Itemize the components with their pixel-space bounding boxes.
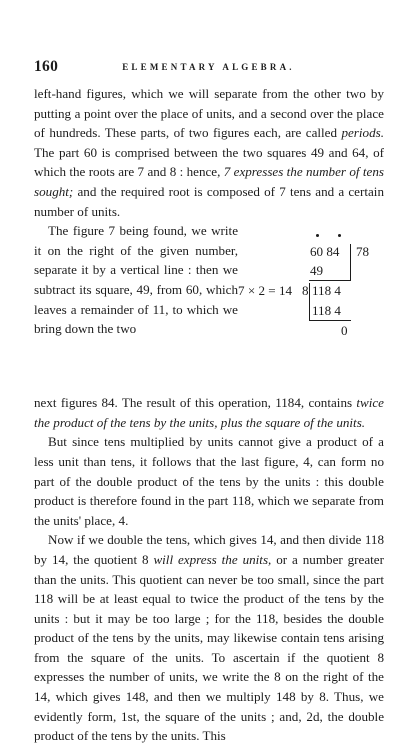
- paragraph-1-text-c: and the required root is composed of 7 tens and a certain number of units.: [34, 183, 384, 219]
- root-divider-line: [350, 244, 351, 280]
- paragraph-1-text-a: left-hand figures, which we will separate from the other two by putting a point over the place of units, and a second over the place of hundreds. These parts, of two figures each, are called: [34, 86, 384, 141]
- trial-quotient-digit: 8: [302, 283, 309, 299]
- paragraph-4-text-b: or a number greater than the units. This quotient can never be too small, since the part 118 will be at least equal to twice the product of the tens by the units : but it may be too large ; for the 118, besides the double product of the tens by the units, may likewise contain tens arising from the square of the units. To ascertain if the quotient 8 expresses the number of units, we write the 8 on the right of the 14, which gives 148, and then we multiply 148 by 8. Thus, we evidently form, 1st, the square of the units ; and, 2d, the double product of the tens by the units. This: [34, 551, 384, 744]
- page-header: [34, 58, 383, 78]
- paragraph-1: [34, 84, 384, 221]
- period-dot-hundreds: [316, 234, 319, 237]
- page-number: 160: [34, 58, 59, 75]
- final-remainder: 0: [341, 323, 348, 339]
- paragraph-2-continued: [34, 393, 384, 432]
- product-1184: 118 4: [312, 303, 341, 319]
- square-root-calculation: [238, 221, 384, 393]
- root-digits: 78: [356, 244, 370, 260]
- period-dot-units: [338, 234, 341, 237]
- trial-divisor: 7 × 2 = 14: [238, 283, 293, 299]
- emphasis-express-units: will express the units,: [153, 551, 272, 567]
- paragraph-2-left-text: The figure 7 being found, we write it on the right of the given number, separate it by a vertical line : then we subtract its square, 49, from 60, which leaves a remainder of 11, to which we bring down the two: [34, 223, 238, 337]
- paragraph-1-text-b: The part 60 is comprised between the two squares 49 and 64, of which the roots are 7 and 8 : hence,: [34, 144, 384, 180]
- emphasis-twice-product: twice the product of the tens by the units, plus the square of the units.: [34, 395, 384, 430]
- term-periods: periods.: [341, 125, 384, 141]
- running-title: ELEMENTARY ALGEBRA.: [122, 62, 295, 72]
- paragraph-4: [34, 530, 384, 746]
- remainder-bracket-line: [309, 283, 310, 321]
- remainder-1184: 118 4: [312, 283, 341, 299]
- paragraph-2-text: next figures 84. The result of this operation, 1184, contains: [34, 395, 357, 411]
- radicand-number: 60 84: [310, 244, 340, 260]
- body-text: [34, 84, 384, 746]
- paragraph-3: But since tens multiplied by units cannot give a product of a less unit than tens, it follows that the last figure, 4, can form no part of the double product of the tens by the units : this double product is therefore found in the part 118, which we separate from the units' place, 4.: [34, 434, 384, 528]
- paragraph-2-with-calculation: [34, 221, 384, 393]
- emphasis-tens-sought: 7 expresses the number of tens sought;: [34, 164, 384, 199]
- square-of-seven: 49: [310, 263, 324, 279]
- paragraph-4-text-a: Now if we double the tens, which gives 14, and then divide 118 by 14, the quotient 8: [34, 532, 384, 567]
